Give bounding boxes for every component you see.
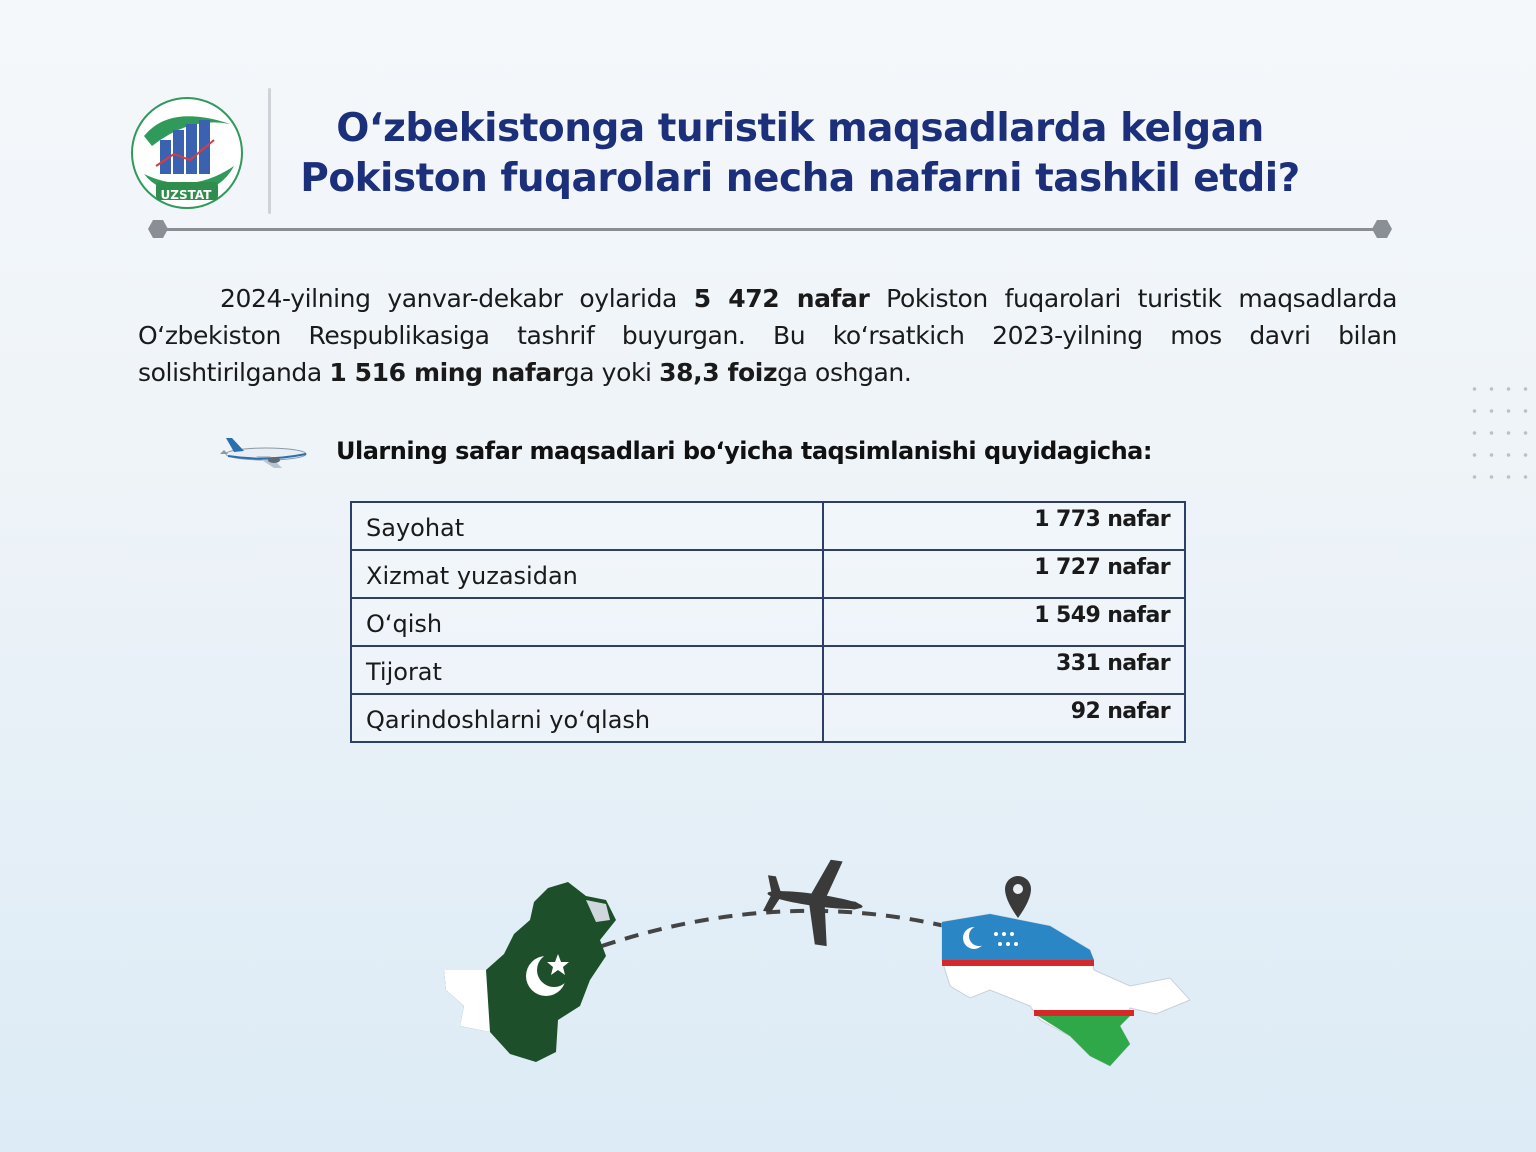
table-row <box>351 502 1185 550</box>
table-row <box>351 646 1185 694</box>
intro-increase-count: 1 516 ming nafar <box>329 358 564 387</box>
table-row <box>351 598 1185 646</box>
intro-paragraph <box>138 280 1397 391</box>
purpose-value: 1 727 nafar <box>823 550 1185 598</box>
purpose-label: Xizmat yuzasidan <box>351 550 823 598</box>
intro-text-3: ga yoki <box>563 358 660 387</box>
title-line-1: O‘zbekistonga turistik maqsadlarda kelgan <box>336 106 1264 151</box>
purpose-label: O‘qish <box>351 598 823 646</box>
intro-text-2: Pokiston fuqarolari turistik maqsadlarda O‘zbekiston Respublikasiga tashrif buyurgan. Bu ko‘rsatkich 2023-yilning mos davri bilan solishtirilganda <box>138 284 1397 387</box>
purpose-value: 92 nafar <box>823 694 1185 742</box>
purpose-value: 1 773 nafar <box>823 502 1185 550</box>
purpose-table <box>350 501 1186 743</box>
header-divider <box>268 88 271 214</box>
purpose-label: Tijorat <box>351 646 823 694</box>
divider-right-cap <box>1372 220 1392 238</box>
purpose-value: 331 nafar <box>823 646 1185 694</box>
pakistan-uzbekistan-flight-map-icon <box>430 830 1210 1080</box>
intro-text-1: 2024-yilning yanvar-dekabr oylarida <box>220 284 694 313</box>
page-title <box>280 104 1320 204</box>
decorative-dot-grid <box>1466 378 1536 493</box>
location-pin-icon <box>1005 876 1031 918</box>
header-rule <box>158 228 1382 231</box>
table-row <box>351 550 1185 598</box>
intro-total-visitors: 5 472 nafar <box>693 284 870 313</box>
purpose-value: 1 549 nafar <box>823 598 1185 646</box>
intro-text-4: ga oshgan. <box>777 358 912 387</box>
airplane-icon <box>216 432 312 472</box>
table-row <box>351 694 1185 742</box>
flight-path <box>602 911 990 946</box>
large-airplane-icon <box>759 851 868 950</box>
logo-text: UZSTAT <box>160 188 212 202</box>
distribution-heading: Ularning safar maqsadlari bo‘yicha taqsimlanishi quyidagicha: <box>336 437 1152 465</box>
purpose-label: Qarindoshlarni yo‘qlash <box>351 694 823 742</box>
title-line-2: Pokiston fuqarolari necha nafarni tashkil etdi? <box>300 156 1300 201</box>
uzbekistan-map-icon <box>942 914 1190 1066</box>
intro-increase-percent: 38,3 foiz <box>659 358 778 387</box>
purpose-label: Sayohat <box>351 502 823 550</box>
